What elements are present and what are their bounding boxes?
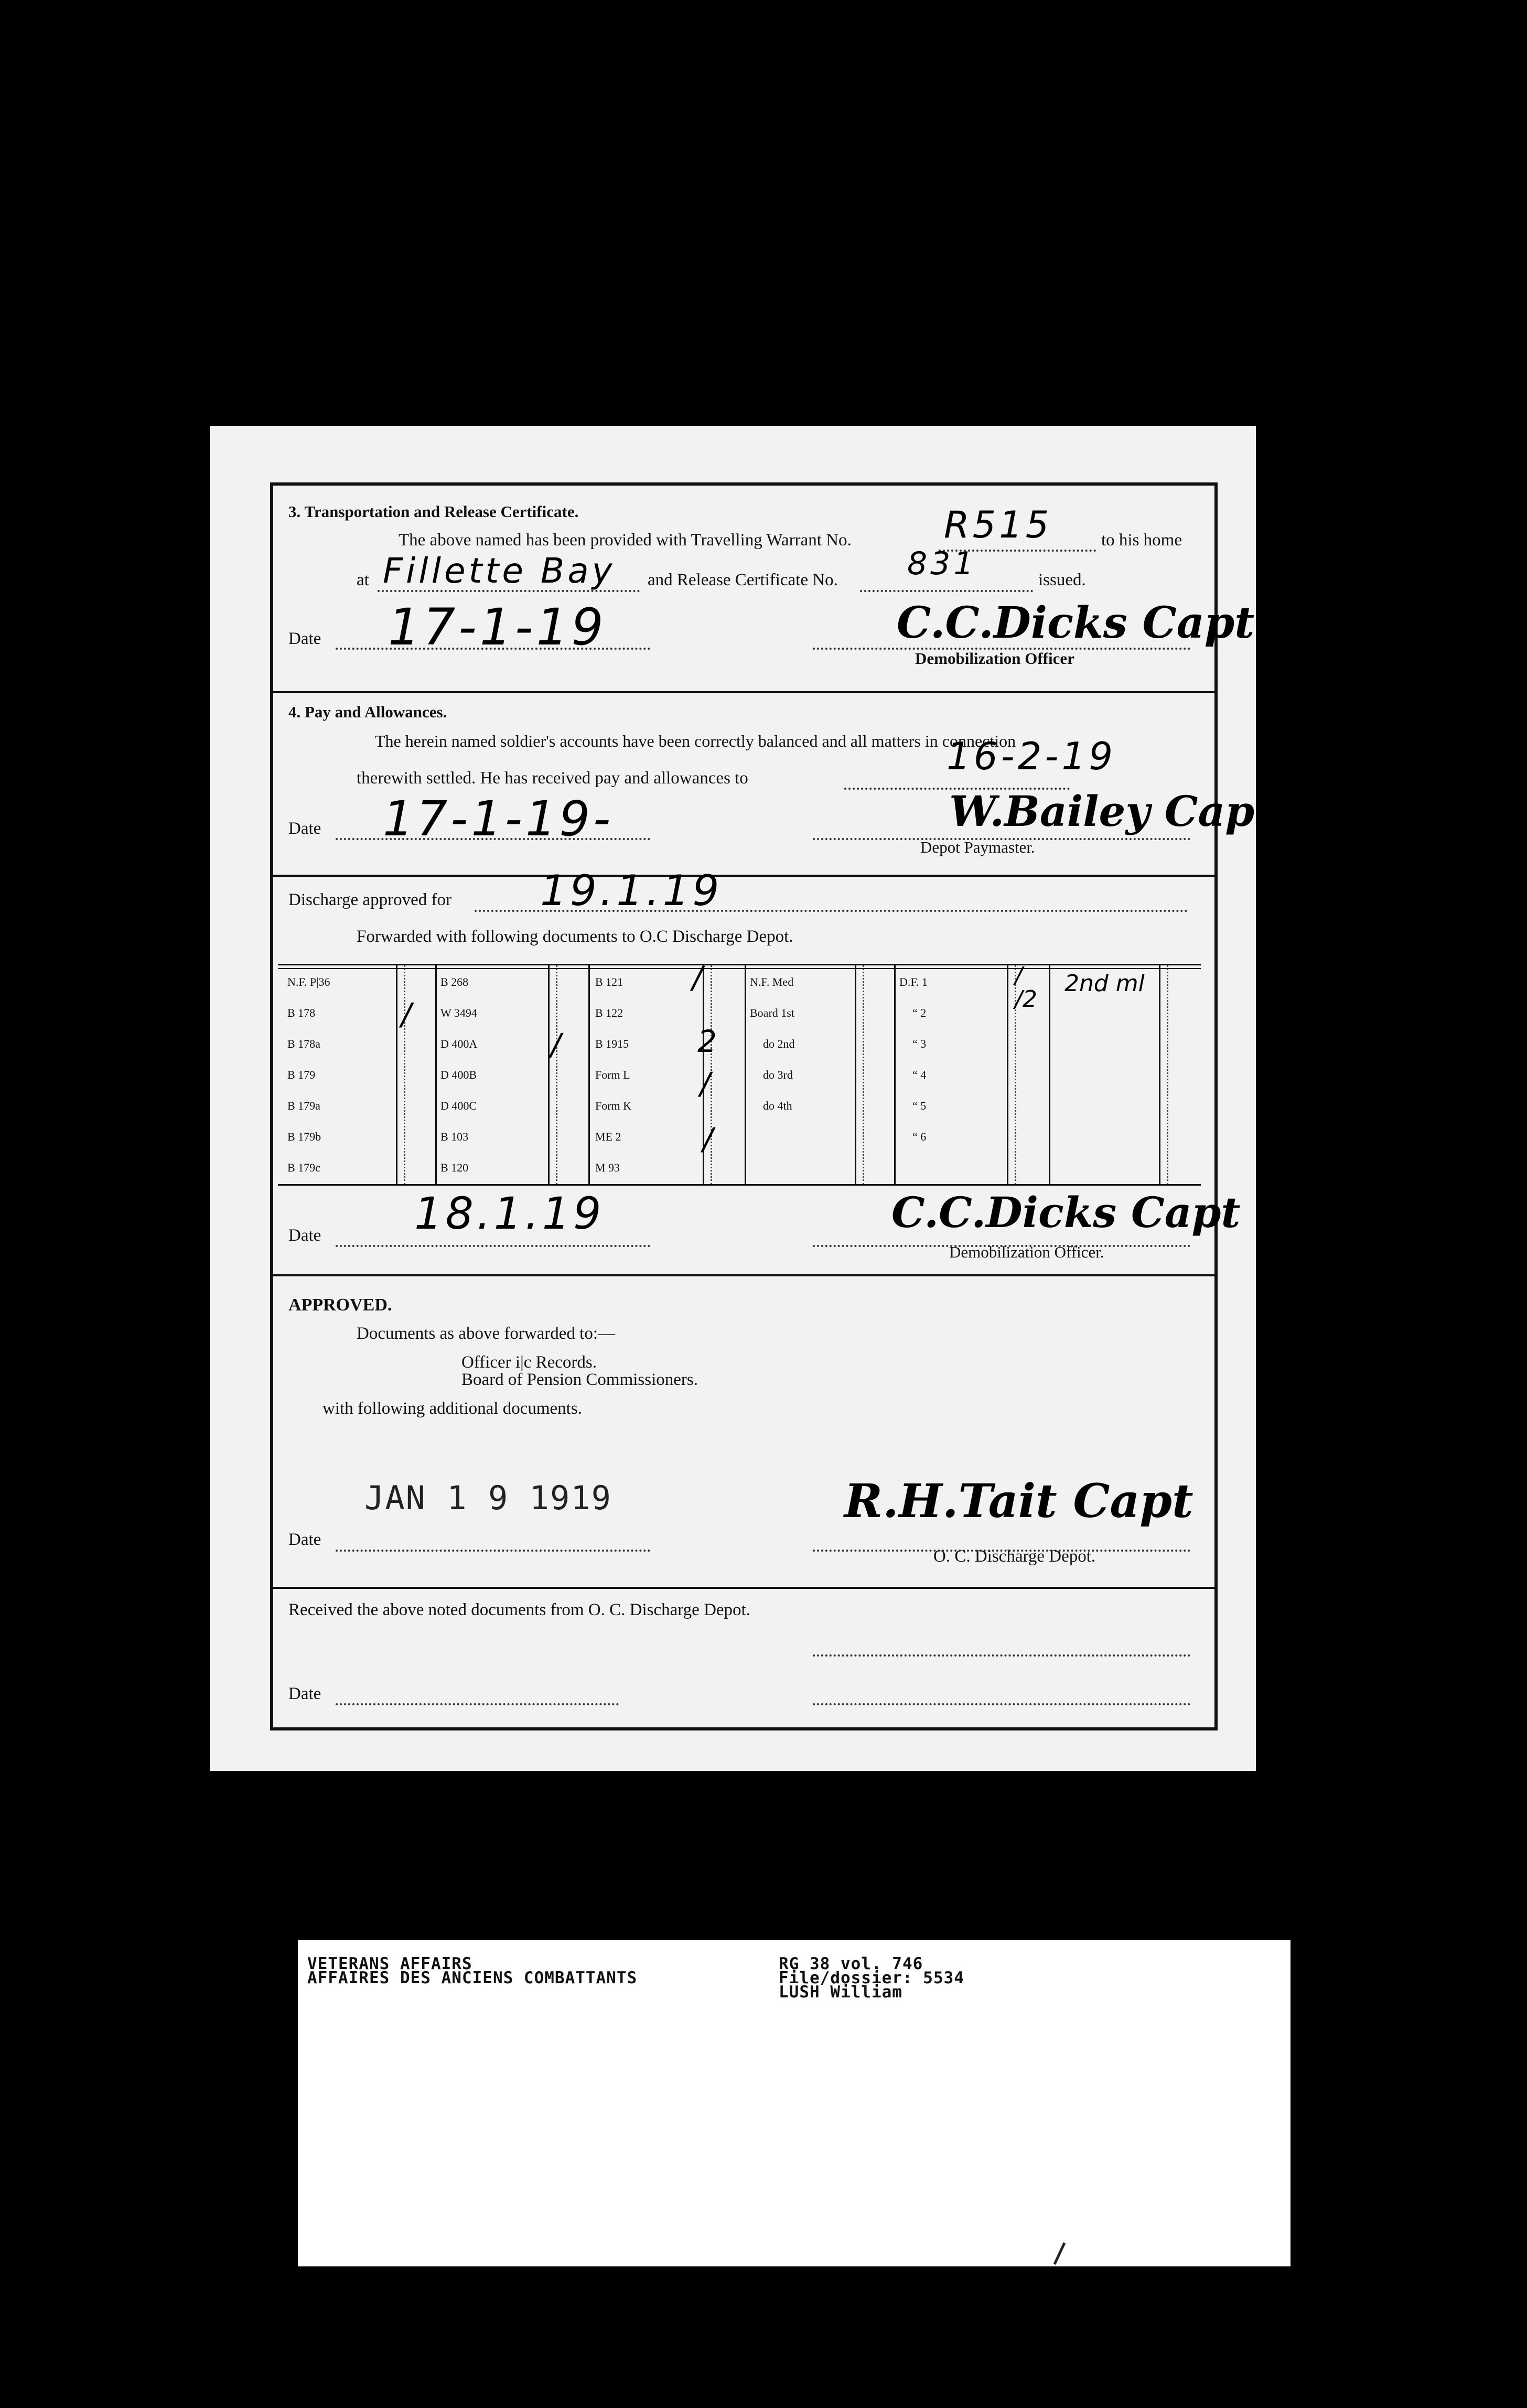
doc-cell: “ 3 <box>912 1037 927 1050</box>
grid-bottom <box>278 1184 1201 1186</box>
doc-cell: “ 5 <box>912 1099 927 1112</box>
doc-cell: Form K <box>595 1099 632 1112</box>
oc-discharge-depot-label: O. C. Discharge Depot. <box>933 1547 1096 1566</box>
discharge-date-label: Date <box>288 1226 321 1245</box>
doc-cell: M 93 <box>595 1161 620 1174</box>
doc-cell: D 400A <box>440 1037 478 1050</box>
section4-signature: W.Bailey Capt <box>949 787 1274 836</box>
doc-cell: do 2nd <box>763 1037 795 1050</box>
doc-cell: “ 4 <box>912 1068 927 1081</box>
section3-date-handwriting: 17-1-19 <box>388 598 607 657</box>
approved-heading: APPROVED. <box>288 1295 392 1315</box>
approved-date-label: Date <box>288 1530 321 1549</box>
grid-line <box>435 965 437 1185</box>
received-signature-field-2 <box>813 1703 1190 1705</box>
handwritten-note: 2nd ml <box>1064 970 1145 997</box>
checkmark-icon: / <box>1015 962 1023 989</box>
depot-paymaster-label: Depot Paymaster. <box>920 838 1035 856</box>
doc-cell: B 103 <box>440 1130 469 1143</box>
doc-cell: B 122 <box>595 1006 623 1019</box>
checkmark-icon: /2 <box>1015 986 1037 1013</box>
approved-line2: Officer i|c Records. <box>461 1353 597 1372</box>
discharge-date-handwriting: 18.1.19 <box>414 1188 605 1239</box>
grid-line <box>863 965 864 1185</box>
received-date-field <box>336 1703 619 1705</box>
section3-line2-issued: issued. <box>1038 571 1086 589</box>
grid-line <box>556 965 557 1185</box>
divider <box>270 691 1218 693</box>
doc-cell: N.F. Med <box>750 975 794 988</box>
doc-cell: “ 6 <box>912 1130 927 1143</box>
demobilization-officer-label: Demobilization Officer <box>915 649 1074 668</box>
discharge-signature: C.C.Dicks Capt <box>891 1188 1241 1237</box>
doc-cell: N.F. P|36 <box>287 975 330 988</box>
grid-line <box>855 965 856 1185</box>
pen-mark <box>1053 2242 1066 2265</box>
doc-cell: B 268 <box>440 975 469 988</box>
archive-label-left-2: AFFAIRES DES ANCIENS COMBATTANTS <box>307 1969 638 1987</box>
doc-cell: B 179b <box>287 1130 321 1143</box>
doc-cell: Board 1st <box>750 1006 794 1019</box>
section4-line2: therewith settled. He has received pay and allowances to <box>357 769 748 788</box>
doc-cell: B 179 <box>287 1068 316 1081</box>
divider <box>270 1587 1218 1589</box>
checkmark-icon: / <box>692 960 703 995</box>
doc-cell: do 3rd <box>763 1068 793 1081</box>
doc-cell: B 178 <box>287 1006 316 1019</box>
approved-signature: R.H.Tait Capt <box>844 1474 1193 1528</box>
section4-date-label: Date <box>288 819 321 838</box>
doc-cell: B 179c <box>287 1161 320 1174</box>
section3-line2-release: and Release Certificate No. <box>648 571 838 589</box>
doc-cell: D 400C <box>440 1099 477 1112</box>
archive-label-right-3: LUSH William <box>779 1983 902 2002</box>
doc-cell: do 4th <box>763 1099 792 1112</box>
approved-date-field <box>336 1550 650 1552</box>
approved-line1: Documents as above forwarded to:— <box>357 1324 616 1343</box>
warrant-number-handwriting: R515 <box>944 503 1052 546</box>
archive-label-right-2: File/dossier: 5534 <box>779 1969 964 1987</box>
grid-line <box>894 965 896 1185</box>
section3-heading: 3. Transportation and Release Certificate. <box>288 502 579 521</box>
grid-line <box>1167 965 1168 1185</box>
checkmark-icon: / <box>551 1027 561 1062</box>
approved-line4: with following additional documents. <box>322 1399 582 1418</box>
doc-cell: D.F. 1 <box>899 975 928 988</box>
grid-line <box>548 965 550 1185</box>
doc-cell: D 400B <box>440 1068 477 1081</box>
divider <box>270 1274 1218 1276</box>
received-date-label: Date <box>288 1684 321 1703</box>
section3-line1-text: The above named has been provided with Travelling Warrant No. <box>399 531 852 550</box>
checkmark-icon: 2 <box>697 1024 717 1059</box>
section3-date-label: Date <box>288 629 321 648</box>
discharge-approved-label: Discharge approved for <box>288 890 451 909</box>
section3-line1-end: to his home <box>1101 531 1182 550</box>
grid-line <box>745 965 746 1185</box>
section4-date-handwriting: 17-1-19- <box>383 791 614 847</box>
release-number-handwriting: 831 <box>907 545 977 582</box>
grid-line <box>396 965 397 1185</box>
divider <box>270 875 1218 877</box>
forwarded-text: Forwarded with following documents to O.C Discharge Depot. <box>357 927 793 946</box>
doc-cell: B 1915 <box>595 1037 629 1050</box>
section4-heading: 4. Pay and Allowances. <box>288 703 447 721</box>
doc-cell: “ 2 <box>912 1006 927 1019</box>
checkmark-icon: / <box>703 1121 713 1157</box>
approved-line3: Board of Pension Commissioners. <box>461 1370 698 1389</box>
doc-cell: B 178a <box>287 1037 320 1050</box>
doc-cell: B 120 <box>440 1161 469 1174</box>
pay-to-handwriting: 16-2-19 <box>947 734 1116 778</box>
release-number-field <box>860 590 1033 592</box>
checkmark-icon: / <box>700 1066 711 1101</box>
discharge-officer-label: Demobilization Officer. <box>949 1243 1104 1261</box>
grid-line <box>588 965 590 1185</box>
section4-line1: The herein named soldier's accounts have been correctly balanced and all matters in connection <box>375 732 1016 750</box>
doc-cell: Form L <box>595 1068 630 1081</box>
grid-line <box>1159 965 1160 1185</box>
doc-cell: ME 2 <box>595 1130 621 1143</box>
date-stamp: JAN 1 9 1919 <box>364 1479 612 1517</box>
documents-grid <box>278 960 1201 1185</box>
archive-label-right-1: RG 38 vol. 746 <box>779 1954 923 1973</box>
doc-cell: B 121 <box>595 975 623 988</box>
section3-signature: C.C.Dicks Capt <box>897 598 1255 648</box>
discharge-date-field <box>336 1245 650 1247</box>
grid-line <box>1049 965 1050 1185</box>
received-text: Received the above noted documents from O. C. Discharge Depot. <box>288 1600 750 1619</box>
checkmark-icon: / <box>401 996 412 1032</box>
grid-line <box>1007 965 1008 1185</box>
home-handwriting: Fillette Bay <box>383 551 616 591</box>
discharge-approved-handwriting: 19.1.19 <box>540 866 723 915</box>
doc-cell: W 3494 <box>440 1006 477 1019</box>
archive-label-left-1: VETERANS AFFAIRS <box>307 1954 472 1973</box>
received-signature-field <box>813 1654 1190 1657</box>
doc-cell: B 179a <box>287 1099 320 1112</box>
section3-line2-at: at <box>357 571 369 589</box>
archive-label <box>298 1940 1291 2266</box>
